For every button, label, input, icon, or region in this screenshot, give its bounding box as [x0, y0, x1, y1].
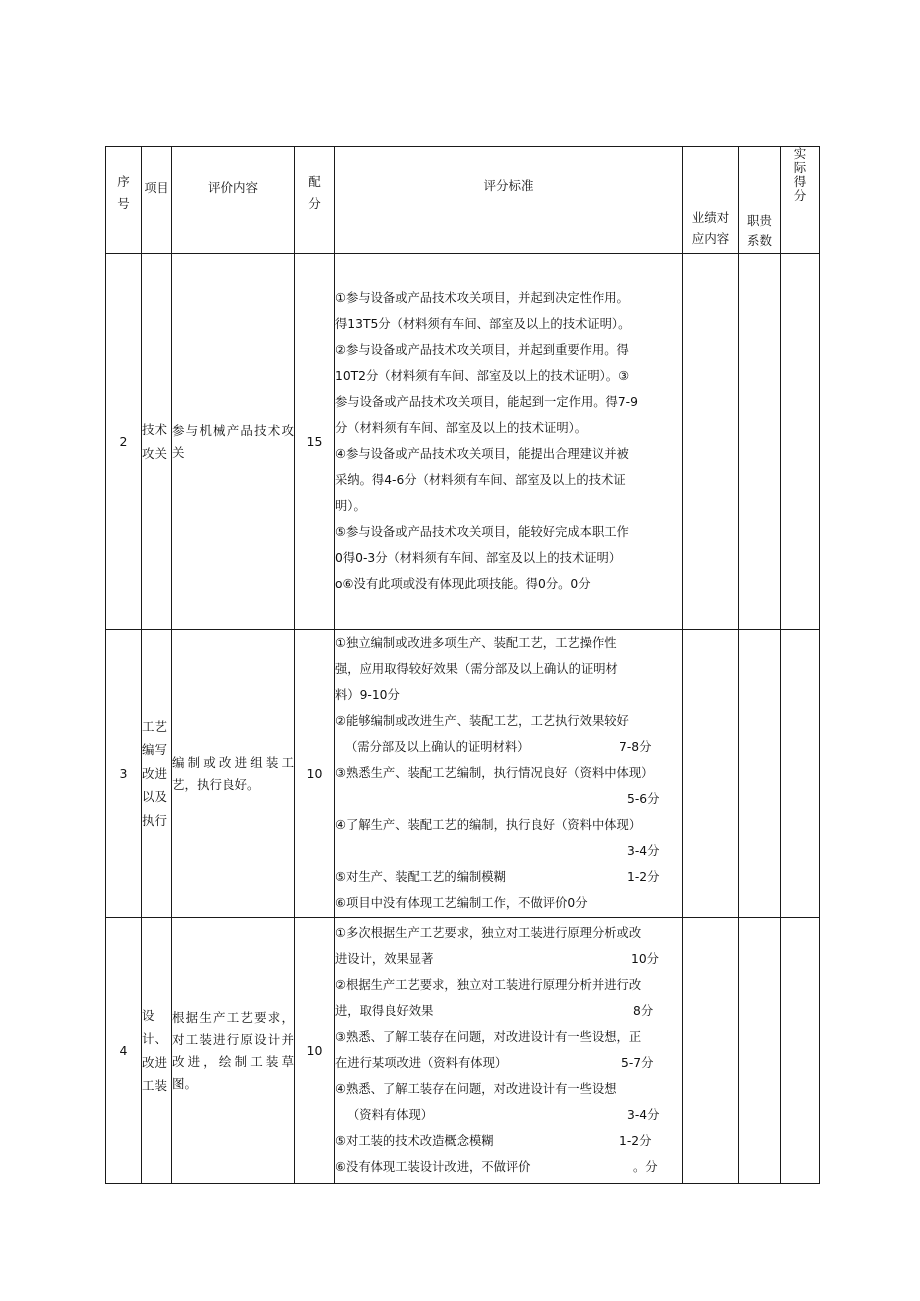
- criteria-line: 明）。: [335, 498, 366, 513]
- row-actual-cell: [781, 254, 820, 630]
- row-project: 设计、改进工装: [142, 918, 172, 1184]
- criteria-line: o⑥没有此项或没有体现此项技能。得0分。0分: [335, 576, 591, 591]
- table-row: [106, 254, 820, 630]
- row-seq: 4: [106, 918, 142, 1184]
- criteria-line: 料）9-10分: [335, 687, 400, 702]
- row-criteria: [335, 630, 683, 918]
- criteria-line: ①参与设备或产品技术攻关项目，并起到决定性作用。: [335, 290, 629, 305]
- criteria-line: ⑤对生产、装配工艺的编制模糊 1-2分: [335, 865, 682, 891]
- row-seq: 2: [106, 254, 142, 630]
- header-score: 配 分: [295, 147, 335, 254]
- criteria-line: ⑥项目中没有体现工艺编制工作，不做评价0分: [335, 895, 588, 910]
- criteria-line: ⑤参与设备或产品技术攻关项目，能较好完成本职工作: [335, 524, 629, 539]
- criteria-line: ①独立编制或改进多项生产、装配工艺，工艺操作性: [335, 635, 617, 650]
- criteria-points: 3-4分: [627, 1107, 660, 1122]
- row-score: 10: [295, 630, 335, 918]
- criteria-line: ①多次根据生产工艺要求，独立对工装进行原理分析或改: [335, 925, 642, 940]
- row-content: 参与机械产品技术攻关: [172, 254, 295, 630]
- row-project: 技术攻关: [142, 254, 172, 630]
- criteria-line: ⑥没有体现工装设计改进，不做评价 。分: [335, 1155, 682, 1181]
- row-actual-cell: [781, 918, 820, 1184]
- header-project: 项目: [142, 147, 172, 254]
- row-actual-cell: [781, 630, 820, 918]
- row-performance-cell: [683, 630, 739, 918]
- row-seq: 3: [106, 630, 142, 918]
- criteria-points: 7-8分: [619, 739, 652, 754]
- criteria-points: 5-7分: [621, 1055, 654, 1070]
- criteria-line: ④参与设备或产品技术攻关项目，能提出合理建议并被: [335, 446, 629, 461]
- criteria-line: 10T2分（材料须有车间、部室及以上的技术证明）。③: [335, 368, 630, 383]
- criteria-line: 得13T5分（材料须有车间、部室及以上的技术证明）。: [335, 316, 631, 331]
- criteria-line: ②根据生产工艺要求，独立对工装进行原理分析并进行改: [335, 977, 642, 992]
- table-row: [106, 918, 820, 1184]
- criteria-line: ④了解生产、装配工艺的编制，执行良好（资料中体现）: [335, 817, 642, 832]
- criteria-line: 分（材料须有车间、部室及以上的技术证明）。: [335, 420, 588, 435]
- evaluation-table: [105, 146, 820, 1184]
- criteria-points: 10分: [631, 951, 659, 966]
- criteria-line: ③熟悉、了解工装存在问题，对改进设计有一些设想，正: [335, 1029, 642, 1044]
- header-criteria: 评分标准: [335, 147, 683, 254]
- criteria-points: 1-2分: [627, 869, 660, 884]
- row-duty-cell: [739, 630, 781, 918]
- row-score: 15: [295, 254, 335, 630]
- row-score: 10: [295, 918, 335, 1184]
- criteria-line: 进设计，效果显著 10分: [335, 947, 682, 973]
- row-performance-cell: [683, 918, 739, 1184]
- criteria-line: ②能够编制或改进生产、装配工艺，工艺执行效果较好: [335, 713, 629, 728]
- table-header-row: [106, 147, 820, 254]
- row-criteria: [335, 918, 683, 1184]
- criteria-points: 1-2分: [619, 1133, 652, 1148]
- criteria-line: 参与设备或产品技术攻关项目，能起到一定作用。得7-9: [335, 394, 638, 409]
- criteria-line: ⑤对工装的技术改造概念模糊 1-2分: [335, 1129, 682, 1155]
- criteria-points: 8分: [633, 1003, 654, 1018]
- table-row: [106, 630, 820, 918]
- row-project: 工艺编写改进以及执行: [142, 630, 172, 918]
- criteria-line: ②参与设备或产品技术攻关项目，并起到重要作用。得: [335, 342, 629, 357]
- row-duty-cell: [739, 254, 781, 630]
- criteria-line: [335, 787, 682, 813]
- criteria-line: 0得0-3分（材料须有车间、部室及以上的技术证明）: [335, 550, 622, 565]
- row-duty-cell: [739, 918, 781, 1184]
- criteria-line: 在进行某项改进（资料有体现） 5-7分: [335, 1051, 682, 1077]
- criteria-line: [335, 839, 682, 865]
- criteria-points: 3-4分: [627, 843, 660, 858]
- header-duty: 职贵 系数: [739, 147, 781, 254]
- criteria-line: 进，取得良好效果 8分: [335, 999, 682, 1025]
- row-content: 根据生产工艺要求，对工装进行原设计并改进，绘制工装草图。: [172, 918, 295, 1184]
- header-seq: 序 号: [106, 147, 142, 254]
- row-content: 编制或改进组装工艺，执行良好。: [172, 630, 295, 918]
- criteria-line: ④熟悉、了解工装存在问题，对改进设计有一些设想: [335, 1081, 617, 1096]
- criteria-points: 5-6分: [627, 791, 660, 806]
- criteria-points: 。分: [633, 1159, 658, 1174]
- criteria-line: （资料有体现） 3-4分: [335, 1103, 682, 1129]
- header-actual: 实 际 得 分: [781, 147, 820, 254]
- row-criteria: [335, 254, 683, 630]
- criteria-line: 采纳。得4-6分（材料须有车间、部室及以上的技术证: [335, 472, 626, 487]
- row-performance-cell: [683, 254, 739, 630]
- criteria-line: （需分部及以上确认的证明材料） 7-8分: [335, 735, 682, 761]
- header-performance: 业绩对 应内容: [683, 147, 739, 254]
- criteria-line: 强，应用取得较好效果（需分部及以上确认的证明材: [335, 661, 618, 676]
- header-content: 评价内容: [172, 147, 295, 254]
- criteria-line: ③熟悉生产、装配工艺编制，执行情况良好（资料中体现）: [335, 765, 654, 780]
